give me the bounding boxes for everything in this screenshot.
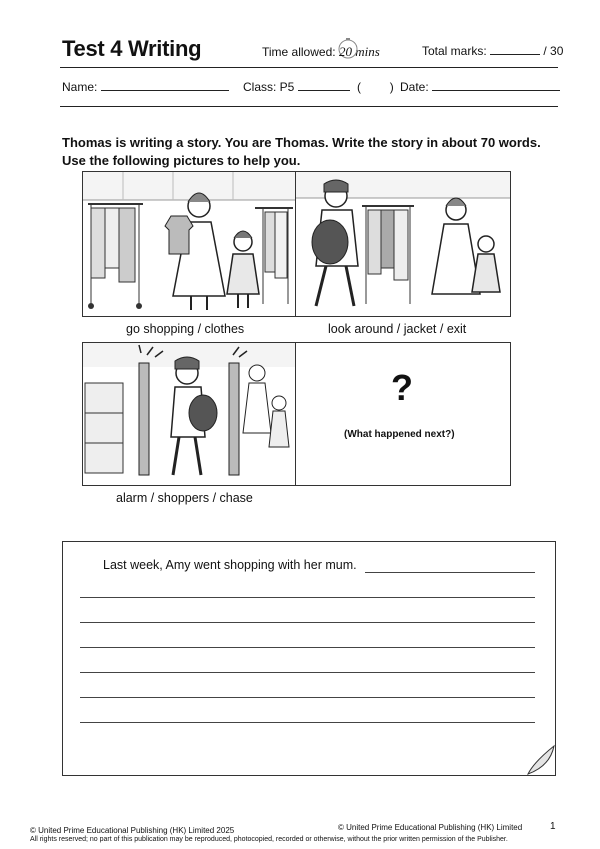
- writing-line[interactable]: [80, 597, 535, 598]
- test-label: Test 4: [62, 36, 123, 61]
- time-allowed: Time allowed: 20 mins: [262, 44, 380, 60]
- header-rule: [60, 67, 558, 68]
- panel-2-caption: look around / jacket / exit: [328, 322, 467, 336]
- picture-panel-1: [82, 171, 296, 317]
- name-field: Name:: [62, 80, 229, 94]
- panel-1-caption: go shopping / clothes: [126, 322, 245, 336]
- class-input[interactable]: [298, 80, 350, 91]
- section-label: Writing: [127, 36, 202, 61]
- jacket-exit-illustration: [296, 172, 510, 316]
- time-unit: mins: [355, 44, 380, 59]
- picture-panel-3: [82, 342, 296, 486]
- name-input[interactable]: [101, 80, 229, 91]
- total-marks: Total marks: / 30: [422, 44, 564, 58]
- shopping-clothes-illustration: [83, 172, 295, 316]
- page-curl-icon: [524, 744, 556, 776]
- writing-line[interactable]: [365, 572, 535, 573]
- time-value: 20: [338, 44, 352, 59]
- writing-line[interactable]: [80, 622, 535, 623]
- writing-line[interactable]: [80, 672, 535, 673]
- picture-panel-2: [295, 171, 511, 317]
- panel-3-caption: alarm / shoppers / chase: [116, 491, 253, 505]
- picture-panel-4: [295, 342, 511, 486]
- writing-line[interactable]: [80, 647, 535, 648]
- page-title: [62, 36, 201, 62]
- footer-copyright-left: © United Prime Educational Publishing (HK) Limited 2025: [30, 826, 235, 835]
- date-input[interactable]: [432, 80, 560, 91]
- marks-blank[interactable]: [490, 44, 540, 55]
- question-mark: ?: [391, 367, 413, 408]
- what-happened-next: (What happened next?): [344, 429, 455, 440]
- date-field: Date:: [400, 80, 560, 94]
- info-rule: [60, 106, 558, 107]
- writing-box: [62, 541, 556, 776]
- writing-line[interactable]: [80, 697, 535, 698]
- writing-line[interactable]: [80, 722, 535, 723]
- class-field: Class: P5 ( ): [243, 80, 394, 94]
- instructions: Thomas is writing a story. You are Thomas. Write the story in about 70 words. Use the following pictures to help you.: [62, 135, 541, 168]
- alarm-chase-illustration: [83, 343, 295, 485]
- footer-rights: All rights reserved; no part of this publication may be reproduced, photocopied, recorded or otherwise, without the prior written permission of the Publisher.: [30, 836, 508, 843]
- footer-copyright-right: © United Prime Educational Publishing (HK) Limited: [338, 823, 523, 832]
- opening-sentence: Last week, Amy went shopping with her mum.: [103, 558, 357, 572]
- page-number: 1: [550, 821, 556, 832]
